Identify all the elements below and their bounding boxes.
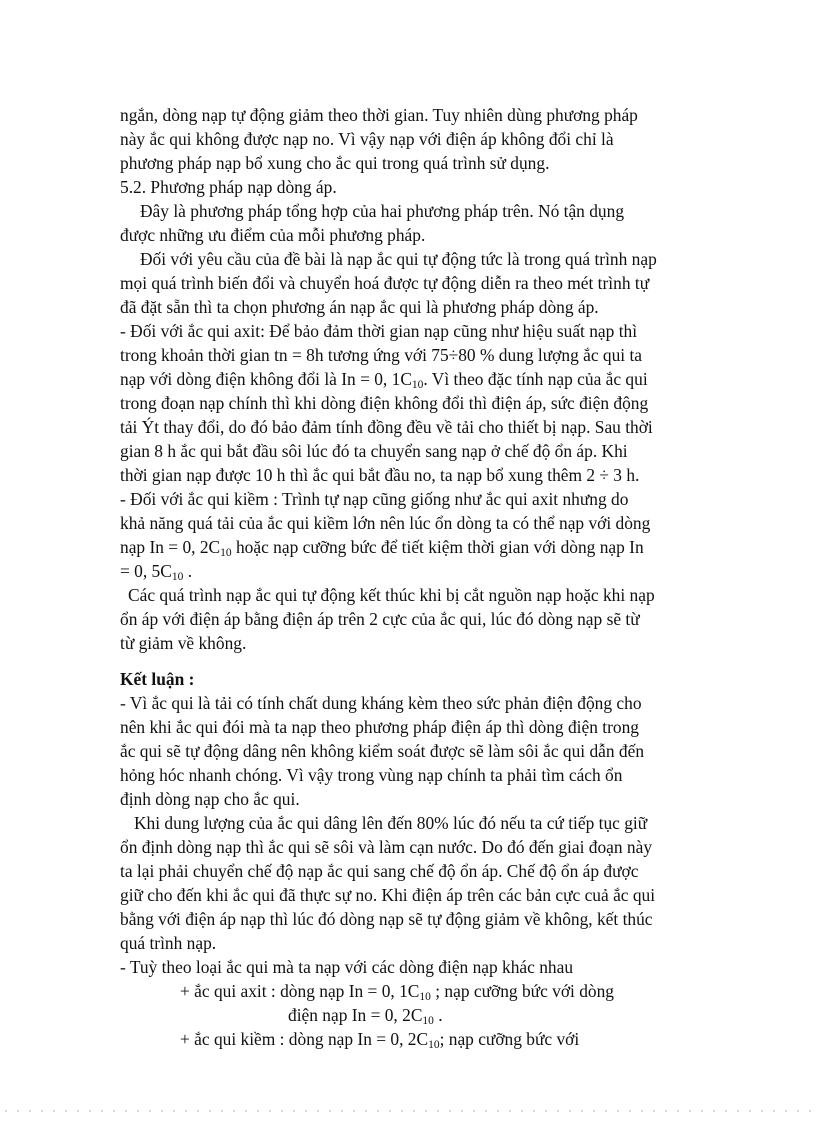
text-line: quá trình nạp. xyxy=(120,933,217,953)
text-line: - Đối với ắc qui kiềm : Trình tự nạp cũng giống như ắc qui axit nhưng do xyxy=(120,489,629,509)
text-line xyxy=(120,535,644,559)
text-line: - Đối với ắc qui axit: Để bảo đảm thời gian nạp cũng như hiệu suất nạp thì xyxy=(120,321,638,341)
text-span: nạp với dòng điện không đổi là In = 0, 1C xyxy=(120,369,412,389)
text-line: ổn áp với điện áp bằng điện áp trên 2 cực của ắc qui, lúc đó dòng nạp sẽ từ xyxy=(120,609,640,629)
text-span: . xyxy=(433,1005,443,1025)
text-line: Đối với yêu cầu của đề bài là nạp ắc qui tự động tức là trong quá trình nạp xyxy=(140,249,657,269)
conclusion-title: Kết luận : xyxy=(120,669,195,689)
text-line: nên khi ắc qui đói mà ta nạp theo phương pháp điện áp thì dòng điện trong xyxy=(120,717,639,737)
subscript: 10 xyxy=(220,547,232,559)
text-span: . xyxy=(183,561,193,581)
text-line xyxy=(288,1003,443,1027)
text-line: Các quá trình nạp ắc qui tự động kết thúc khi bị cắt nguồn nạp hoặc khi nạp xyxy=(128,585,655,605)
text-line: - Vì ắc qui là tải có tính chất dung kháng kèm theo sức phản điện động cho xyxy=(120,693,642,713)
text-span: hoặc nạp cưỡng bức để tiết kiệm thời gian với dòng nạp In xyxy=(231,537,644,557)
text-line xyxy=(180,979,614,1003)
text-line: khả năng quá tải của ắc qui kiềm lớn nên lúc ổn dòng ta có thể nạp với dòng xyxy=(120,513,651,533)
subscript: 10 xyxy=(411,379,424,391)
subscript: 10 xyxy=(428,1039,440,1051)
page-footer-dotted-divider xyxy=(0,1110,816,1112)
subscript: 10 xyxy=(171,571,184,583)
text-line xyxy=(120,559,192,583)
text-line: - Tuỳ theo loại ắc qui mà ta nạp với các dòng điện nạp khác nhau xyxy=(120,957,574,977)
text-line xyxy=(180,1027,579,1051)
text-line: gian 8 h ắc qui bắt đầu sôi lúc đó ta chuyển sang nạp ở chế độ ổn áp. Khi xyxy=(120,441,628,461)
text-line xyxy=(120,367,648,391)
text-line: được những ưu điểm của mỗi phương pháp. xyxy=(120,225,426,245)
text-span: ; nạp cưỡng bức với dòng xyxy=(430,981,614,1001)
text-line: bằng với điện áp nạp thì lúc đó dòng nạp sẽ tự động giảm về không, kết thúc xyxy=(120,909,653,929)
text-line: mọi quá trình biến đổi và chuyển hoá được tự động diễn ra theo mét trình tự xyxy=(120,273,650,293)
text-span: ; nạp cưỡng bức với xyxy=(439,1029,580,1049)
text-span: điện nạp In = 0, 2C xyxy=(288,1005,423,1025)
text-span: + ắc qui kiềm : dòng nạp In = 0, 2C xyxy=(180,1029,429,1049)
text-line: ta lại phải chuyển chế độ nạp ắc qui sang chế độ ổn áp. Chế độ ổn áp được xyxy=(120,861,639,881)
text-span: + ắc qui axit : dòng nạp In = 0, 1C xyxy=(180,981,420,1001)
text-span: = 0, 5C xyxy=(120,561,172,581)
text-line: đã đặt sẵn thì ta chọn phương án nạp ắc qui là phương pháp dòng áp. xyxy=(120,297,599,317)
text-line: trong đoạn nạp chính thì khi dòng điện không đổi thì điện áp, sức điện động xyxy=(120,393,649,413)
text-line: trong khoản thời gian tn = 8h tương ứng với 75÷80 % dung lượng ắc qui ta xyxy=(120,345,643,365)
text-span: . Vì theo đặc tính nạp của ắc qui xyxy=(423,369,648,389)
text-line: giữ cho đến khi ắc qui đã thực sự no. Khi điện áp trên các bản cực cuả ắc qui xyxy=(120,885,656,905)
text-line: ắc qui sẽ tự động dâng nên không kiểm soát được sẽ làm sôi ắc qui dẫn đến xyxy=(120,741,645,761)
subscript: 10 xyxy=(419,991,431,1003)
text-line: Đây là phương pháp tổng hợp của hai phương pháp trên. Nó tận dụng xyxy=(140,201,625,221)
text-line: ổn định dòng nạp thì ắc qui sẽ sôi và làm cạn nước. Do đó đến giai đoạn này xyxy=(120,837,653,857)
text-line: từ giảm về không. xyxy=(120,633,247,653)
subscript: 10 xyxy=(422,1015,434,1027)
text-line: này ắc qui không được nạp no. Vì vậy nạp với điện áp không đổi chỉ là xyxy=(120,129,614,149)
text-line: tải Ýt thay đổi, do đó bảo đảm tính đồng đều về tải cho thiết bị nạp. Sau thời xyxy=(120,417,653,437)
text-line: thời gian nạp được 10 h thì ắc qui bắt đầu no, ta nạp bổ xung thêm 2 ÷ 3 h. xyxy=(120,465,640,485)
text-line: Khi dung lượng của ắc qui dâng lên đến 80% lúc đó nếu ta cứ tiếp tục giữ xyxy=(134,813,648,833)
section-heading-5-2: 5.2. Phương pháp nạp dòng áp. xyxy=(120,177,337,197)
text-line: ngắn, dòng nạp tự động giảm theo thời gian. Tuy nhiên dùng phương pháp xyxy=(120,105,638,125)
text-line: phương pháp nạp bổ xung cho ắc qui trong quá trình sử dụng. xyxy=(120,153,550,173)
text-line: định dòng nạp cho ắc qui. xyxy=(120,789,300,809)
text-line: hỏng hóc nhanh chóng. Vì vậy trong vùng nạp chính ta phải tìm cách ổn xyxy=(120,765,623,785)
text-span: nạp In = 0, 2C xyxy=(120,537,221,557)
